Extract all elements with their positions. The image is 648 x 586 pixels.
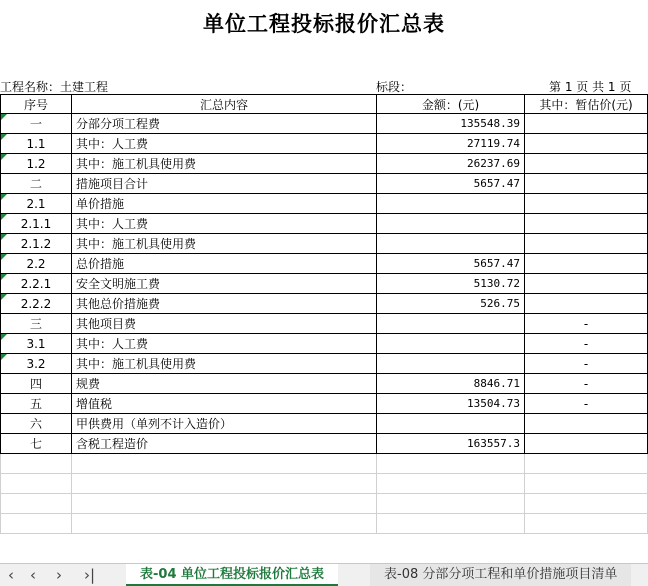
row-amount-cell[interactable]	[377, 354, 525, 374]
page-info: 第 1 页 共 1 页	[549, 80, 632, 94]
row-content-cell[interactable]: 规费	[72, 374, 377, 394]
table-header-row	[1, 95, 648, 114]
row-index-cell[interactable]: 五	[1, 394, 72, 414]
row-index-cell[interactable]: 三	[1, 314, 72, 334]
row-provisional-cell[interactable]: -	[525, 374, 648, 394]
row-amount-cell[interactable]	[377, 414, 525, 434]
row-content-cell[interactable]: 单价措施	[72, 194, 377, 214]
row-content-cell[interactable]: 其中：施工机具使用费	[72, 234, 377, 254]
row-amount-cell[interactable]	[377, 234, 525, 254]
row-content-cell[interactable]: 其中：施工机具使用费	[72, 154, 377, 174]
row-provisional-cell[interactable]	[525, 234, 648, 254]
row-amount-cell[interactable]: 526.75	[377, 294, 525, 314]
row-amount-cell[interactable]: 8846.71	[377, 374, 525, 394]
empty-row	[1, 454, 648, 474]
row-provisional-cell[interactable]	[525, 274, 648, 294]
row-provisional-cell[interactable]: -	[525, 334, 648, 354]
row-index-cell[interactable]: 一	[1, 114, 72, 134]
table-row	[1, 114, 648, 134]
row-content-cell[interactable]: 其中：人工费	[72, 334, 377, 354]
row-provisional-cell[interactable]: -	[525, 314, 648, 334]
empty-cell[interactable]	[1, 474, 72, 494]
table-row	[1, 334, 648, 354]
empty-row	[1, 474, 648, 494]
table-row	[1, 354, 648, 374]
row-provisional-cell[interactable]	[525, 294, 648, 314]
table-row	[1, 294, 648, 314]
row-index-cell[interactable]: 3.1	[1, 334, 72, 354]
row-amount-cell[interactable]	[377, 314, 525, 334]
row-content-cell[interactable]: 总价措施	[72, 254, 377, 274]
row-provisional-cell[interactable]	[525, 434, 648, 454]
row-amount-cell[interactable]: 27119.74	[377, 134, 525, 154]
next-sheet-icon[interactable]: ›	[56, 566, 62, 584]
row-provisional-cell[interactable]: -	[525, 394, 648, 414]
row-index-cell[interactable]: 1.2	[1, 154, 72, 174]
row-index-cell[interactable]: 2.2.2	[1, 294, 72, 314]
row-provisional-cell[interactable]	[525, 414, 648, 434]
row-index-cell[interactable]: 二	[1, 174, 72, 194]
row-amount-cell[interactable]: 5130.72	[377, 274, 525, 294]
row-content-cell[interactable]: 其中：人工费	[72, 214, 377, 234]
table-row	[1, 154, 648, 174]
row-content-cell[interactable]: 其他项目费	[72, 314, 377, 334]
table-row	[1, 314, 648, 334]
row-index-cell[interactable]: 2.2	[1, 254, 72, 274]
row-index-cell[interactable]: 3.2	[1, 354, 72, 374]
row-content-cell[interactable]: 措施项目合计	[72, 174, 377, 194]
row-content-cell[interactable]: 分部分项工程费	[72, 114, 377, 134]
empty-cell[interactable]	[377, 474, 525, 494]
empty-cell[interactable]	[1, 454, 72, 474]
empty-cell[interactable]	[72, 514, 377, 534]
empty-cell[interactable]	[525, 514, 648, 534]
empty-row	[1, 494, 648, 514]
empty-cell[interactable]	[377, 494, 525, 514]
empty-cell[interactable]	[72, 454, 377, 474]
row-amount-cell[interactable]: 13504.73	[377, 394, 525, 414]
table-row	[1, 194, 648, 214]
page-title: 单位工程投标报价汇总表	[203, 11, 445, 36]
table-row	[1, 234, 648, 254]
summary-table	[0, 94, 648, 534]
empty-row	[1, 514, 648, 534]
row-index-cell[interactable]: 2.1.1	[1, 214, 72, 234]
row-index-cell[interactable]: 2.2.1	[1, 274, 72, 294]
row-amount-cell[interactable]	[377, 334, 525, 354]
table-row	[1, 434, 648, 454]
row-amount-cell[interactable]	[377, 214, 525, 234]
row-index-cell[interactable]: 四	[1, 374, 72, 394]
table-body	[1, 114, 648, 534]
table-row	[1, 134, 648, 154]
row-content-cell[interactable]: 安全文明施工费	[72, 274, 377, 294]
row-index-cell[interactable]: 2.1	[1, 194, 72, 214]
row-provisional-cell[interactable]	[525, 214, 648, 234]
table-row	[1, 274, 648, 294]
header-index[interactable]: 序号	[1, 95, 72, 114]
section-label: 标段：	[376, 80, 413, 94]
row-amount-cell[interactable]: 135548.39	[377, 114, 525, 134]
row-index-cell[interactable]: 六	[1, 414, 72, 434]
row-provisional-cell[interactable]	[525, 254, 648, 274]
empty-cell[interactable]	[1, 514, 72, 534]
header-provisional[interactable]: 其中：暂估价(元)	[525, 95, 648, 114]
first-sheet-icon[interactable]: ‹	[8, 566, 14, 584]
row-provisional-cell[interactable]: -	[525, 354, 648, 374]
table-row	[1, 394, 648, 414]
empty-cell[interactable]	[72, 474, 377, 494]
empty-cell[interactable]	[525, 494, 648, 514]
row-index-cell[interactable]: 七	[1, 434, 72, 454]
sheet-meta	[0, 78, 648, 94]
table-row	[1, 414, 648, 434]
row-provisional-cell[interactable]	[525, 134, 648, 154]
row-index-cell[interactable]: 1.1	[1, 134, 72, 154]
table-row	[1, 254, 648, 274]
prev-sheet-icon[interactable]: ‹	[30, 566, 36, 584]
row-amount-cell[interactable]: 163557.3	[377, 434, 525, 454]
row-amount-cell[interactable]	[377, 194, 525, 214]
header-amount[interactable]: 金额：(元)	[377, 95, 525, 114]
row-amount-cell[interactable]: 5657.47	[377, 254, 525, 274]
project-name: 工程名称：土建工程	[0, 80, 109, 94]
row-content-cell[interactable]: 其中：施工机具使用费	[72, 354, 377, 374]
row-content-cell[interactable]: 甲供费用（单列不计入造价）	[72, 414, 377, 434]
last-sheet-icon[interactable]: ›|	[84, 566, 96, 584]
empty-cell[interactable]	[377, 514, 525, 534]
tab-table-04[interactable]: 表-04 单位工程投标报价汇总表	[126, 564, 338, 586]
row-content-cell[interactable]: 含税工程造价	[72, 434, 377, 454]
empty-cell[interactable]	[1, 494, 72, 514]
row-content-cell[interactable]: 其中：人工费	[72, 134, 377, 154]
row-content-cell[interactable]: 增值税	[72, 394, 377, 414]
row-content-cell[interactable]: 其他总价措施费	[72, 294, 377, 314]
empty-cell[interactable]	[72, 494, 377, 514]
row-index-cell[interactable]: 2.1.2	[1, 234, 72, 254]
table-row	[1, 174, 648, 194]
empty-cell[interactable]	[525, 454, 648, 474]
row-provisional-cell[interactable]	[525, 194, 648, 214]
row-provisional-cell[interactable]	[525, 154, 648, 174]
row-amount-cell[interactable]: 5657.47	[377, 174, 525, 194]
header-content[interactable]: 汇总内容	[72, 95, 377, 114]
table-row	[1, 214, 648, 234]
table-row	[1, 374, 648, 394]
row-provisional-cell[interactable]	[525, 114, 648, 134]
tab-table-08[interactable]: 表-08 分部分项工程和单价措施项目清单	[370, 564, 631, 586]
row-amount-cell[interactable]: 26237.69	[377, 154, 525, 174]
empty-cell[interactable]	[525, 474, 648, 494]
sheet-tab-bar	[0, 563, 648, 586]
empty-cell[interactable]	[377, 454, 525, 474]
row-provisional-cell[interactable]	[525, 174, 648, 194]
